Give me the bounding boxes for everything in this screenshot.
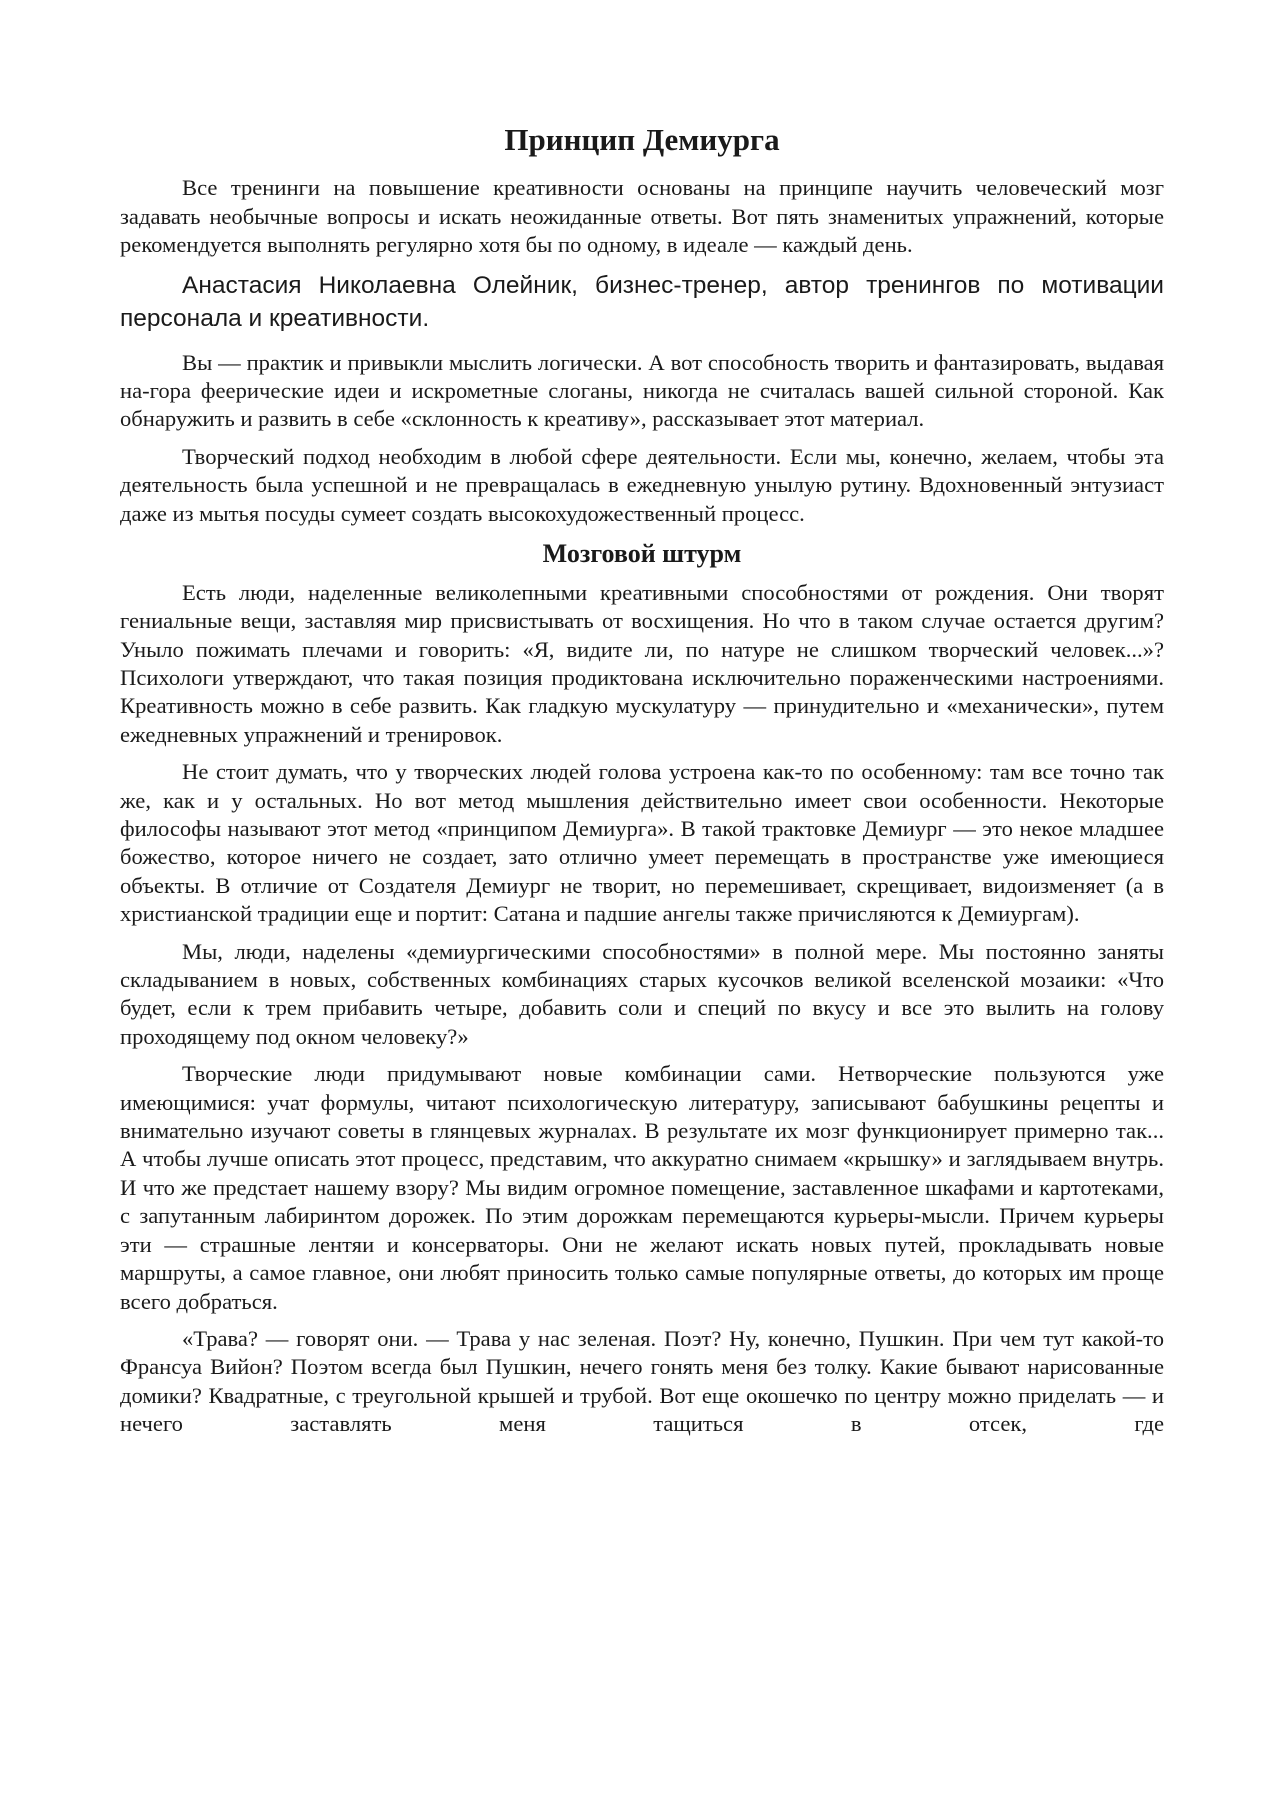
document-body: [120, 120, 1164, 1448]
body-paragraph: Вы — практик и привыкли мыслить логически. А вот способность творить и фантазировать, выдавая на-гора феерические идеи и искрометные слоганы, никогда не считалась вашей сильной стороной. Как обнаружить и развить в себе «склонность к креативу», рассказывает этот материал.: [120, 349, 1164, 432]
body-paragraph: Есть люди, наделенные великолепными креативными способностями от рождения. Они творят гениальные вещи, заставляя мир присвистывать от восхищения. Но что в таком случае остается другим? Уныло пожимать плечами и говорить: «Я, видите ли, по натуре не слишком творческий человек...»? Психологи утверждают, что такая позиция продиктована исключительно пораженческими настроениями. Креативность можно в себе развить. Как гладкую мускулатуру — принудительно и «механически», путем ежедневных упражнений и тренировок.: [120, 579, 1164, 747]
intro-paragraph: Все тренинги на повышение креативности основаны на принципе научить человеческий мозг задавать необычные вопросы и искать неожиданные ответы. Вот пять знаменитых упражнений, которые рекомендуется выполнять регулярно хотя бы по одному, в идеале — каждый день.: [120, 175, 1164, 258]
body-paragraph: Не стоит думать, что у творческих людей голова устроена как-то по особенному: там все точно так же, как и у остальных. Но вот метод мышления действительно имеет свои особенности. Некоторые философы называют этот метод «принципом Демиурга». В такой трактовке Демиург — это некое младшее божество, которое ничего не создает, зато отлично умеет перемещать в пространстве уже имеющиеся объекты. В отличие от Создателя Демиург не творит, но перемешивает, скрещивает, видоизменяет (а в христианской традиции еще и портит: Сатана и падшие ангелы также причисляются к Демиургам).: [120, 759, 1164, 927]
page-title: Принцип Демиурга: [504, 122, 780, 157]
body-paragraph: «Трава? — говорят они. — Трава у нас зеленая. Поэт? Ну, конечно, Пушкин. При чем тут какой-то Франсуа Вийон? Поэтом всегда был Пушкин, нечего гонять меня без толку. Какие бывают нарисованные домики? Квадратные, с треугольной крышей и трубой. Вот еще окошечко по центру можно приделать — и нечего заставлять меня тащиться в отсек, где: [120, 1325, 1164, 1437]
body-paragraph: Творческие люди придумывают новые комбинации сами. Нетворческие пользуются уже имеющимися: учат формулы, читают психологическую литературу, записывают бабушкины рецепты и внимательно изучают советы в глянцевых журналах. В результате их мозг функционирует примерно так... А чтобы лучше описать этот процесс, представим, что аккуратно снимаем «крышку» и заглядываем внутрь. И что же предстает нашему взору? Мы видим огромное помещение, заставленное шкафами и картотеками, с запутанным лабиринтом дорожек. По этим дорожкам перемещаются курьеры-мысли. Причем курьеры эти — страшные лентяи и консерваторы. Они не желают искать новых путей, прокладывать новые маршруты, а самое главное, они любят приносить только самые популярные ответы, до которых им проще всего добраться.: [120, 1061, 1164, 1314]
section-heading: Мозговой штурм: [542, 538, 742, 568]
body-paragraph: Творческий подход необходим в любой сфере деятельности. Если мы, конечно, желаем, чтобы эта деятельность была успешной и не превращалась в ежедневную унылую рутину. Вдохновенный энтузиаст даже из мытья посуды сумеет создать высокохудожественный процесс.: [120, 443, 1164, 526]
author-line: Анастасия Николаевна Олейник, бизнес-тренер, автор тренингов по мотивации персонала и креативности.: [120, 271, 1164, 332]
body-paragraph: Мы, люди, наделены «демиургическими способностями» в полной мере. Мы постоянно заняты складыванием в новых, собственных комбинациях старых кусочков великой вселенской мозаики: «Что будет, если к трем прибавить четыре, добавить соли и специй по вкусу и все это вылить на голову проходящему под окном человеку?»: [120, 938, 1164, 1049]
